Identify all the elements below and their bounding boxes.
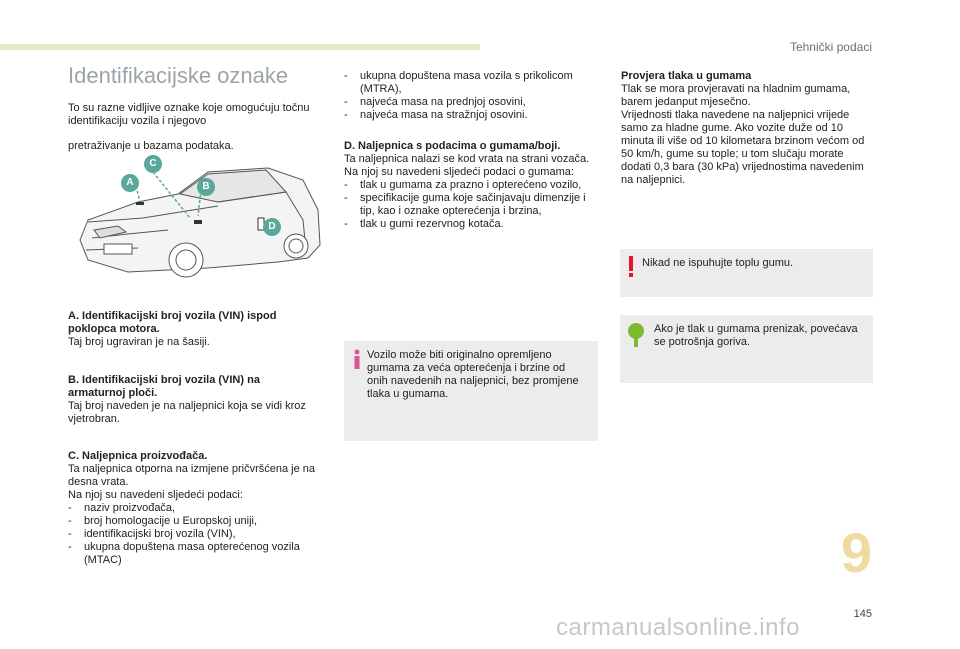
- eco-box: [620, 315, 873, 383]
- section-d-title: D. Naljepnica s podacima o gumama/boji.: [344, 140, 561, 152]
- marker-a: A: [121, 174, 139, 192]
- intro-text-1: To su razne vidljive oznake koje omogućuju točnu identifikaciju vozila i njegovo: [68, 102, 310, 127]
- eco-tree-icon: [626, 323, 646, 351]
- section-d: [344, 140, 599, 231]
- tyre-pressure-text-1: Tlak se mora provjeravati na hladnim gumama, barem jedanput mjesečno.: [621, 83, 851, 108]
- section-a: [68, 310, 320, 349]
- list-item: - specifikacije guma koje sačinjavaju dimenzije i tip, kao i oznake opterećenja i brzina,: [344, 192, 599, 218]
- section-c-title: C. Naljepnica proizvođača.: [68, 450, 208, 462]
- section-a-text: Taj broj ugraviran je na šasiji.: [68, 336, 210, 348]
- section-b-text: Taj broj naveden je na naljepnici koja se vidi kroz vjetrobran.: [68, 400, 306, 425]
- section-c-text-2: Na njoj su navedeni sljedeći podaci:: [68, 489, 243, 501]
- list-item: - tlak u gumi rezervnog kotača.: [344, 218, 599, 231]
- section-c-text-1: Ta naljepnica otporna na izmjene pričvršćena je na desna vrata.: [68, 463, 316, 488]
- info-text: Vozilo može biti originalno opremljeno gumama za veća opterećenja i brzine od onih navedenih na naljepnici, bez promjene tlaka u gumama.: [367, 349, 579, 400]
- section-d-text-2: Na njoj su navedeni sljedeći podaci o gumama:: [344, 166, 574, 178]
- warning-icon: [626, 256, 636, 282]
- watermark: carmanualsonline.info: [556, 614, 800, 641]
- mass-list: [344, 70, 599, 122]
- intro: [68, 102, 318, 153]
- header-bar: [0, 44, 480, 50]
- list-item: - tlak u gumama za prazno i opterećeno vozilo,: [344, 179, 599, 192]
- section-c: [68, 450, 323, 567]
- list-item: - najveća masa na prednjoj osovini,: [344, 96, 599, 109]
- section-b: [68, 374, 320, 426]
- section-c-continued: [344, 70, 599, 122]
- tyre-pressure-text-2: Vrijednosti tlaka navedene na naljepnici vrijede samo za hladne gume. Ako vozite duže od 10 minuta ili više od 10 kilometara brzinom većom od 50 km/h, gume su tople; u tom slučaju morate dodati 0,3 bara (30 kPa) vrijednostima navedenim na naljepnici.: [621, 109, 865, 186]
- intro-text-2: pretraživanje u bazama podataka.: [68, 140, 234, 152]
- info-box: [344, 341, 598, 441]
- list-item: - ukupna dopuštena masa vozila s prikolicom (MTRA),: [344, 70, 599, 96]
- warning-text: Nikad ne ispuhujte toplu gumu.: [642, 257, 794, 269]
- section-title: Tehnički podaci: [789, 40, 872, 54]
- list-item: - najveća masa na stražnjoj osovini.: [344, 109, 599, 122]
- section-c-list: [68, 502, 323, 567]
- list-item: - identifikacijski broj vozila (VIN),: [68, 528, 323, 541]
- section-d-list: [344, 179, 599, 231]
- chapter-number: 9: [840, 521, 872, 584]
- list-item: - naziv proizvođača,: [68, 502, 323, 515]
- page-number: 145: [853, 608, 872, 620]
- marker-d: D: [263, 218, 281, 236]
- section-a-title: A. Identifikacijski broj vozila (VIN) ispod poklopca motora.: [68, 310, 277, 335]
- car-illustration: [68, 150, 330, 300]
- warning-box: [620, 249, 873, 297]
- car-drawing: [68, 150, 330, 300]
- section-b-title: B. Identifikacijski broj vozila (VIN) na armaturnoj ploči.: [68, 374, 260, 399]
- marker-c: C: [144, 155, 162, 173]
- tyre-pressure-title: Provjera tlaka u gumama: [621, 70, 752, 82]
- marker-b: B: [197, 178, 215, 196]
- list-item: - ukupna dopuštena masa opterećenog vozila (MTAC): [68, 541, 323, 567]
- section-d-text-1: Ta naljepnica nalazi se kod vrata na strani vozača.: [344, 153, 590, 165]
- eco-text: Ako je tlak u gumama prenizak, povećava se potrošnja goriva.: [654, 323, 858, 348]
- tyre-pressure-section: [621, 70, 876, 187]
- page-title: Identifikacijske oznake: [68, 63, 289, 88]
- info-icon: [352, 349, 362, 373]
- list-item: - broj homologacije u Europskoj uniji,: [68, 515, 323, 528]
